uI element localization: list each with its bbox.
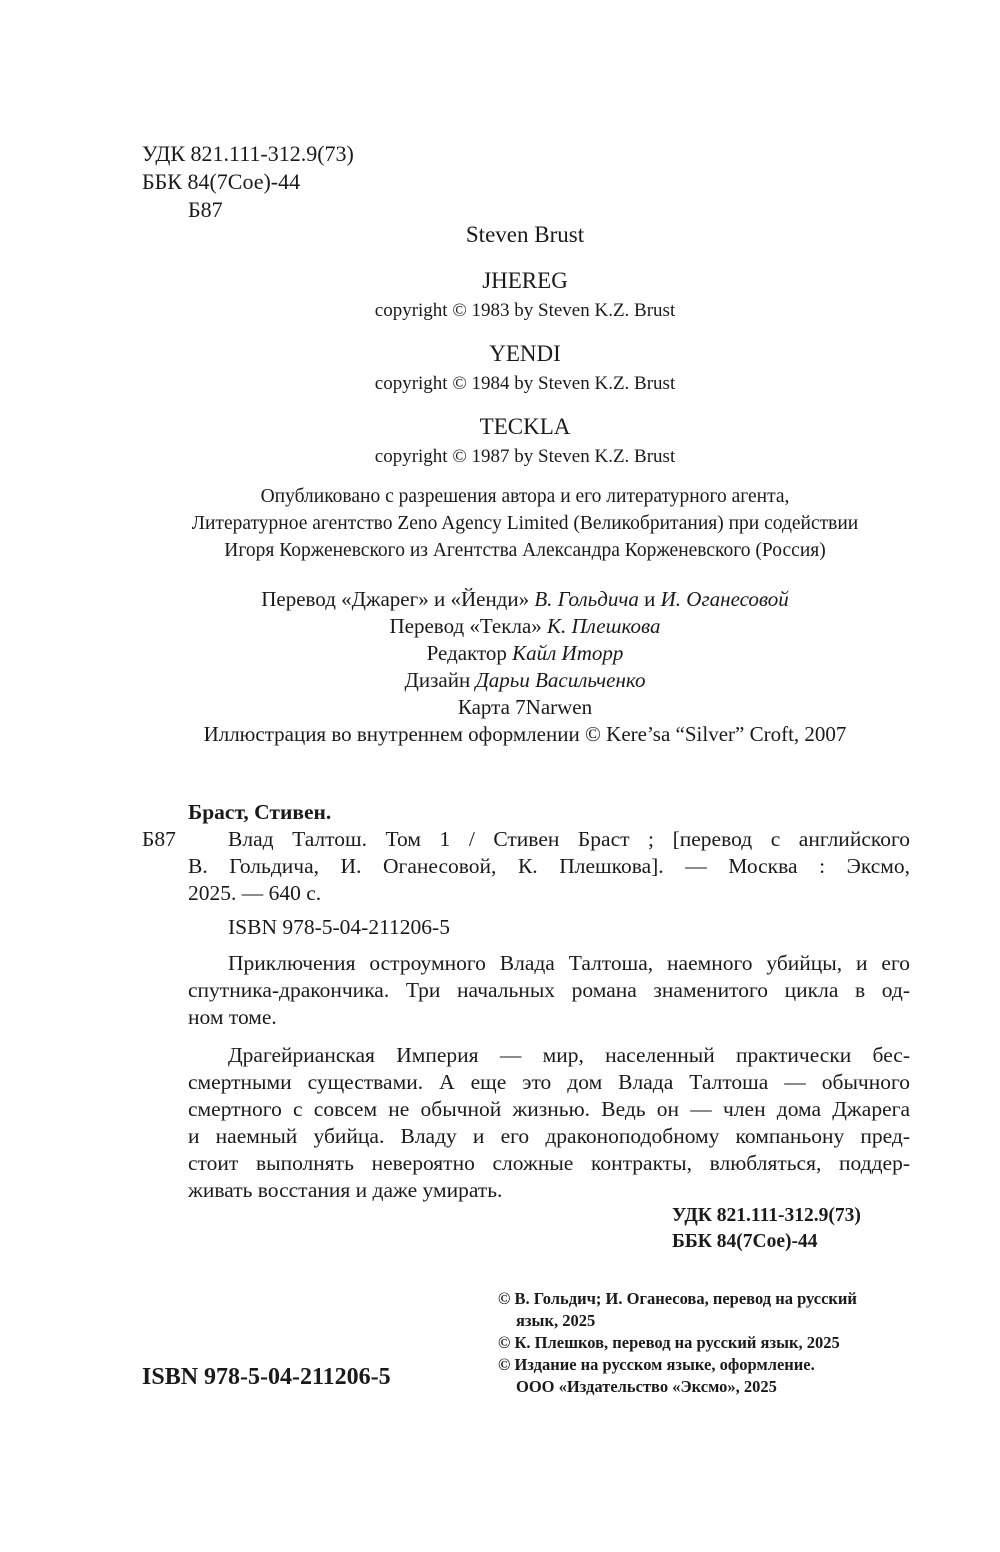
- credit-conjunction: и: [638, 587, 661, 611]
- designer-name: Дарьи Васильченко: [475, 668, 646, 692]
- copyright-line: язык, 2025: [516, 1311, 596, 1330]
- biblio-bbk: ББК 84(7Сое)-44: [672, 1231, 818, 1252]
- work-title-yendi: YENDI: [489, 341, 561, 366]
- biblio-line: Влад Талтош. Том 1 / Стивен Браст ; [перевод с английского: [228, 827, 910, 851]
- biblio-udk: УДК 821.111-312.9(73): [672, 1205, 861, 1226]
- abstract-paragraph-2: [188, 1042, 910, 1204]
- author-mark: Б87: [188, 197, 223, 222]
- map-credit: Карта 7Narwen: [457, 695, 593, 719]
- abstract-line: Приключения остроумного Влада Талтоша, наемного убийцы, и его: [228, 951, 910, 975]
- work-title-teckla: TECKLA: [479, 414, 571, 439]
- credit-label: Редактор: [426, 641, 513, 665]
- editor-credit: [140, 640, 910, 667]
- permission-line: Литературное агентство Zeno Agency Limited (Великобритания) при содействии: [191, 513, 859, 534]
- abstract-line: ном томе.: [188, 1005, 277, 1029]
- permission-line: Игоря Корженевского из Агентства Александра Корженевского (Россия): [224, 540, 826, 561]
- work-title-jhereg: JHEREG: [482, 268, 568, 293]
- copyright-line: © К. Плешков, перевод на русский язык, 2025: [498, 1333, 840, 1352]
- abstract-line: и наемный убийца. Владу и его драконоподобному компаньону пред-: [188, 1124, 910, 1148]
- biblio-line: В. Гольдича, И. Оганесовой, К. Плешкова]. — Москва : Эксмо,: [188, 854, 910, 878]
- translator-name: В. Гольдича: [534, 587, 639, 611]
- credit-label: Дизайн: [404, 668, 476, 692]
- abstract-line: стоит выполнять невероятно сложные контракты, влюбляться, поддер-: [188, 1151, 910, 1175]
- footer-isbn: ISBN 978-5-04-211206-5: [142, 1364, 391, 1390]
- abstract-line: смертного с совсем не обычной жизнью. Ведь он — член дома Джарега: [188, 1097, 910, 1121]
- original-author: Steven Brust: [465, 222, 585, 247]
- bbk-code: ББК 84(7Сое)-44: [142, 169, 301, 194]
- abstract-line: спутника-дракончика. Три начальных романа знаменитого цикла в од-: [188, 978, 910, 1002]
- udk-code: УДК 821.111-312.9(73): [142, 141, 354, 166]
- copyright-line: ООО «Издательство «Эксмо», 2025: [516, 1377, 777, 1396]
- translation-credit-1: [140, 586, 910, 613]
- biblio-heading: Браст, Стивен.: [188, 800, 332, 824]
- copyright-notices: [498, 1288, 918, 1398]
- credit-label: Перевод «Текла»: [389, 614, 548, 638]
- design-credit: [140, 667, 910, 694]
- work-copyright-yendi: copyright © 1984 by Steven K.Z. Brust: [374, 373, 676, 394]
- credit-label: Перевод «Джарег» и «Йенди»: [261, 587, 535, 611]
- permission-line: Опубликовано с разрешения автора и его литературного агента,: [260, 486, 790, 507]
- copyright-line: © В. Гольдич; И. Оганесова, перевод на русский: [498, 1289, 857, 1308]
- biblio-code: Б87: [142, 827, 176, 851]
- abstract-paragraph-1: [188, 950, 910, 1031]
- biblio-description: [188, 826, 910, 907]
- work-copyright-teckla: copyright © 1987 by Steven K.Z. Brust: [374, 446, 676, 467]
- translator-name: К. Плешкова: [547, 614, 661, 638]
- abstract-line: живать восстания и даже умирать.: [188, 1178, 503, 1202]
- abstract-line: смертными существами. А еще это дом Влада Талтоша — обычного: [188, 1070, 910, 1094]
- translation-credit-2: [140, 613, 910, 640]
- editor-name: Кайл Иторр: [512, 641, 624, 665]
- biblio-line: 2025. — 640 с.: [188, 881, 322, 905]
- biblio-isbn: ISBN 978-5-04-211206-5: [228, 915, 450, 939]
- illustration-credit: Иллюстрация во внутреннем оформлении © Kere’sa “Silver” Croft, 2007: [203, 722, 847, 746]
- copyright-line: © Издание на русском языке, оформление.: [498, 1355, 815, 1374]
- abstract-line: Драгейрианская Империя — мир, населенный практически бес-: [228, 1043, 910, 1067]
- work-copyright-jhereg: copyright © 1983 by Steven K.Z. Brust: [374, 300, 676, 321]
- translator-name: И. Оганесовой: [660, 587, 789, 611]
